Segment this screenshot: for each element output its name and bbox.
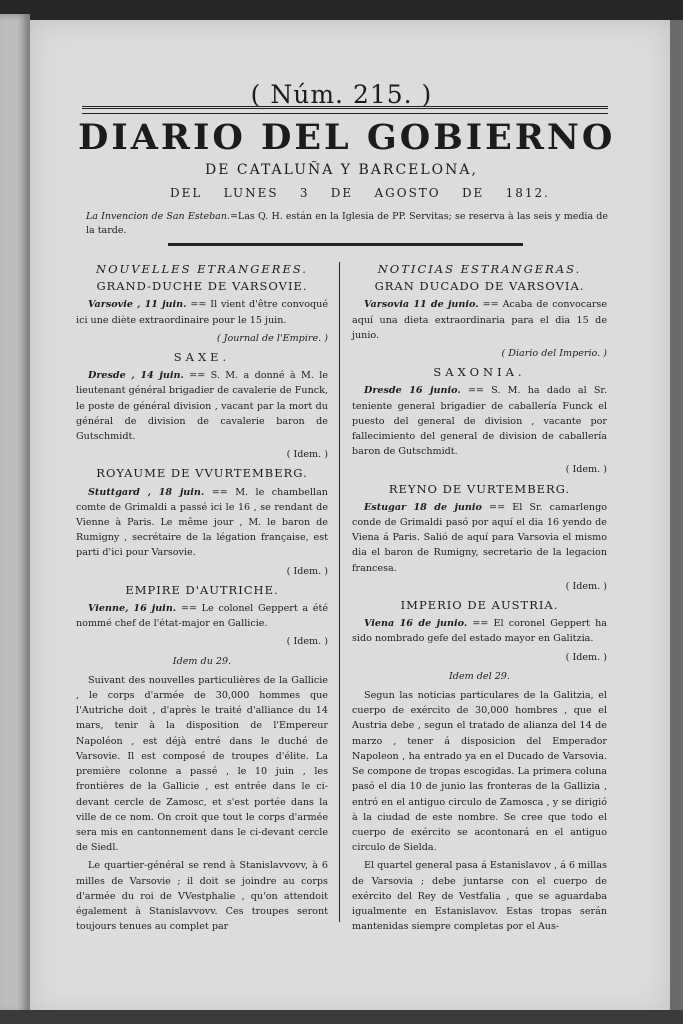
scan-top-border bbox=[0, 0, 683, 22]
article-quartel: El quartel general pasa á Estanislavov , á 6 millas de Varsovia ; debe juntarse con el cuerpo de exército del Rey de Vestfalia , que se aguardaba igualmente en Estanislavov. Estas tropas serán mantenidas siempre completas por el Aus- bbox=[352, 860, 607, 933]
article-stuttgard bbox=[76, 485, 328, 561]
article-vienne bbox=[76, 601, 328, 631]
article-estugar bbox=[352, 500, 607, 576]
masthead-rule-top bbox=[82, 106, 608, 109]
source-citation: ( Idem. ) bbox=[565, 651, 607, 663]
article-text: == M. le chambellan comte de Grimaldi a passé ici le 16 , se rendant de Vienne à Paris. Le même jour , M. le baron de Rumigny , secrétaire de la légation française, est parti d'ici pour Varsovie. bbox=[76, 486, 328, 559]
notice-lead: La Invencion de San Esteban. bbox=[86, 211, 230, 222]
article-text: == S. M. a donné à M. le lieutenant général brigadier de cavalerie de Funck, le poste de général division , vacant par la mort du général de division de cavalerie baron de Gutschmidt. bbox=[76, 370, 328, 443]
date-part: DE bbox=[461, 186, 485, 200]
dateline: Estugar 18 de junio bbox=[364, 501, 482, 513]
article-viena bbox=[352, 616, 607, 646]
date-part: 3 bbox=[299, 186, 310, 200]
heading-varsovia: GRAN DUCADO DE VARSOVIA. bbox=[374, 279, 585, 294]
heading-austria: IMPERIO DE AUSTRIA. bbox=[400, 598, 559, 613]
heading-vurtemberg: REYNO DE VURTEMBERG. bbox=[388, 481, 571, 496]
source-citation: ( Diario del Imperio. ) bbox=[501, 348, 607, 360]
dateline: Viena 16 de junio. bbox=[364, 618, 468, 630]
religious-notice bbox=[86, 210, 608, 238]
heading-autriche: EMPIRE D'AUTRICHE. bbox=[125, 582, 279, 597]
article-gallicie: Suivant des nouvelles particulières de la Gallicie , le corps d'armée de 30,000 hommes que l'Autriche doit , d'après le traité d'alliance du 14 mars, tenir à la disposition de l'Empereur Napoléon , est déjà entré dans le duché de Varsovie. Il est composé de troupes d'élite. La première colonne a passé , le 10 juin , les frontières de la Gallicie , est entrée dans le ci-devant cercle de Zamosc, et s'est portée dans la ville de ce nom. On croit que tout le corps d'armée sera mis en cantonnement dans le ci-devant cercle de Siedl. bbox=[76, 674, 328, 854]
article-galitzia: Segun las noticias particulares de la Galitzia, el cuerpo de exército de 30,000 hombres , que el Austria debe , segun el tratado de alianza del 14 de marzo , tener á disposicion del Emperador Napoleon , ha entrado ya en el Ducado de Varsovia. Se compone de tropas escogidas. La primera coluna pasó el dia 10 de junio las fronteras de la Gallizia , entró en el antiguo circulo de Zamosca , y se dirigió à la ciudad de este nombre. Se cree que todo el cuerpo de exército se acontonará en el antiguo circulo de Sielda. bbox=[352, 690, 607, 854]
article-quartier: Le quartier-général se rend à Stanislavvovv, à 6 milles de Varsovie ; il doit se joindre au corps d'armée du roi de VVestphalie , qu'on attendoit également à Stanislavvovv. Ces troupes seront toujours tenues au complet par bbox=[76, 860, 328, 933]
dateline: Varsovie , 11 juin. bbox=[88, 299, 187, 311]
article-text: == El Sr. camarlengo conde de Grimaldi pasó por aquí el dia 16 yendo de Viena á Paris. Salió de aquí para Varsovia el mismo dia el baron de Rumigny, secretario de la legacion francesa. bbox=[352, 501, 607, 574]
article-varsovie bbox=[76, 297, 328, 327]
date-part: DEL bbox=[170, 186, 203, 200]
heading-wurtemberg: ROYAUME DE VVURTEMBERG. bbox=[96, 466, 308, 481]
issue-number: ( Núm. 215. ) bbox=[250, 80, 433, 109]
source-citation: ( Journal de l'Empire. ) bbox=[216, 332, 328, 344]
spanish-column bbox=[352, 262, 607, 937]
issue-date bbox=[170, 186, 550, 200]
source-citation: ( Idem. ) bbox=[286, 636, 328, 648]
section-title: NOTICIAS ESTRANGERAS. bbox=[377, 262, 582, 276]
section-title: NOUVELLES ETRANGERES. bbox=[96, 262, 308, 276]
scan-bottom-border bbox=[0, 1010, 683, 1024]
french-column bbox=[76, 262, 328, 937]
column-divider bbox=[339, 262, 340, 922]
dateline: Vienne, 16 juin. bbox=[88, 603, 177, 615]
source-citation: ( Idem. ) bbox=[286, 565, 328, 577]
dateline: Stuttgard , 18 juin. bbox=[88, 486, 205, 498]
article-text: == Le colonel Geppert a été nommé chef de l'état-major en Gallicie. bbox=[76, 603, 328, 630]
subheading-idem: Idem du 29. bbox=[172, 655, 232, 667]
heading-saxonia: SAXONIA. bbox=[433, 365, 526, 380]
heading-varsovie: GRAND-DUCHE DE VARSOVIE. bbox=[96, 279, 308, 294]
masthead-title: DIARIO DEL GOBIERNO bbox=[78, 117, 616, 158]
article-text: == El coronel Geppert ha sido nombrado gefe del estado mayor en Galitzia. bbox=[352, 618, 607, 645]
article-dresde bbox=[352, 383, 607, 459]
notice-text: =Las Q. H. están en la Iglesia de PP. Servitas; se reserva à las seis y media de la tarde. bbox=[86, 211, 609, 236]
heading-saxe: SAXE. bbox=[173, 350, 231, 365]
date-part: AGOSTO bbox=[374, 186, 441, 200]
masthead-subtitle: DE CATALUÑA Y BARCELONA, bbox=[205, 162, 478, 178]
masthead-rule-thin bbox=[82, 113, 608, 114]
article-varsovia bbox=[352, 297, 607, 343]
article-text: == S. M. ha dado al Sr. teniente general brigadier de caballería Funck el puesto del general de division , vacante por fallecimiento del general de division de caballería baron de Gutschmidt. bbox=[352, 385, 608, 458]
source-citation: ( Idem. ) bbox=[565, 580, 607, 592]
date-part: LUNES bbox=[223, 186, 279, 200]
source-citation: ( Idem. ) bbox=[286, 449, 328, 461]
header-separator-rule bbox=[168, 243, 523, 246]
date-part: DE bbox=[330, 186, 354, 200]
article-dresde bbox=[76, 368, 328, 444]
dateline: Dresde 16 junio. bbox=[364, 385, 461, 397]
article-text: == Acaba de convocarse aquí una dieta extraordinaria para el dia 15 de junio. bbox=[352, 299, 608, 341]
dateline: Dresde , 14 juin. bbox=[88, 370, 184, 382]
subheading-idem: Idem del 29. bbox=[449, 670, 510, 682]
article-text: == Il vient d'être convoqué ici une diète extraordinaire pour le 15 juin. bbox=[76, 299, 329, 326]
dateline: Varsovia 11 de junio. bbox=[364, 299, 479, 311]
date-part: 1812. bbox=[505, 186, 550, 200]
source-citation: ( Idem. ) bbox=[565, 464, 607, 476]
